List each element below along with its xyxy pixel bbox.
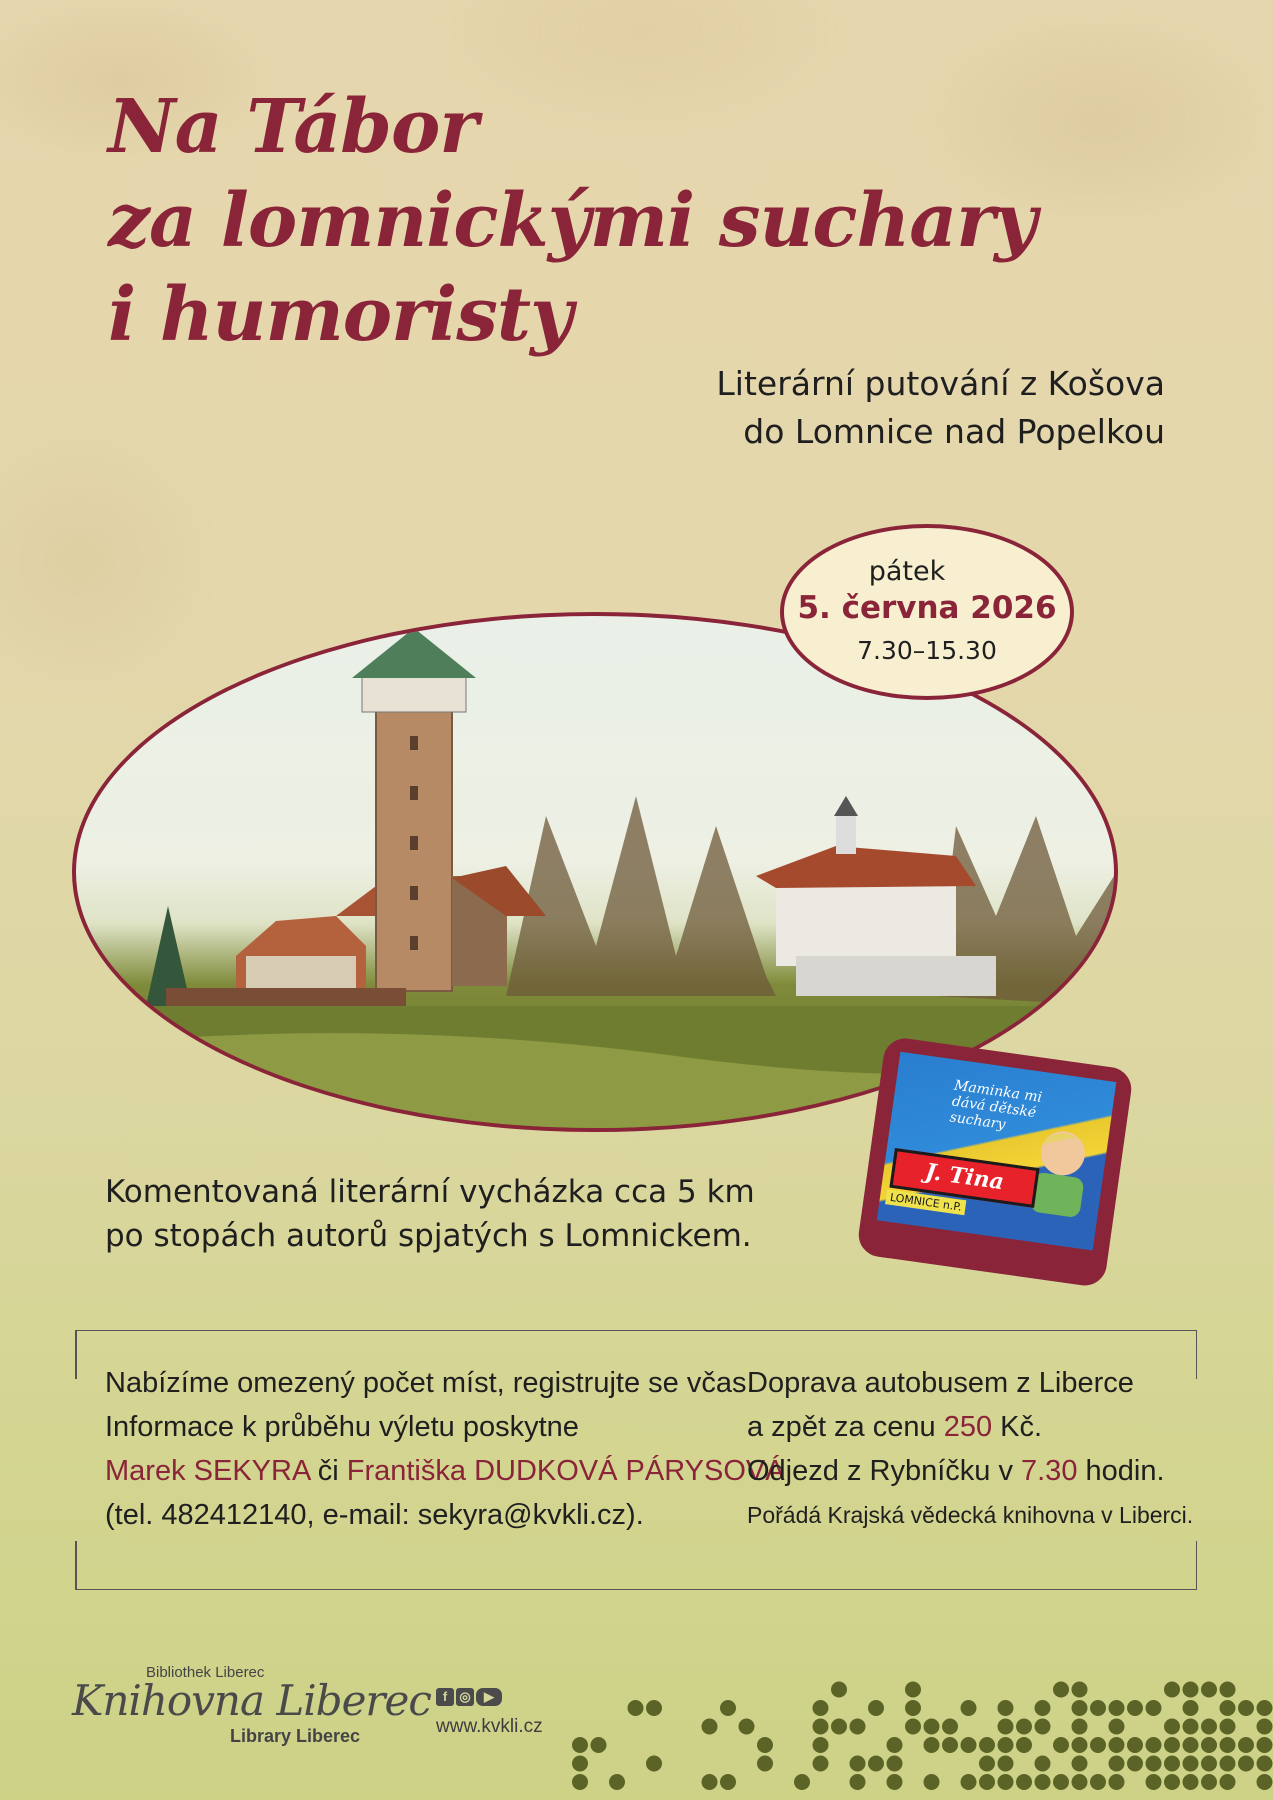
- decor-dot: [1072, 1737, 1088, 1753]
- decor-dot: [1201, 1774, 1217, 1790]
- decor-dot: [1257, 1756, 1273, 1772]
- decor-dot: [850, 1756, 866, 1772]
- decor-dot: [979, 1756, 995, 1772]
- decor-dot: [1183, 1774, 1199, 1790]
- decor-dot: [1109, 1700, 1125, 1716]
- decor-dot: [979, 1737, 995, 1753]
- decor-dot: [1127, 1700, 1143, 1716]
- frame-left-bottom: [75, 1541, 77, 1589]
- description-line-1: Komentovaná literární vycházka cca 5 km: [105, 1174, 755, 1210]
- decor-dot: [1109, 1719, 1125, 1735]
- departure-line: [747, 1449, 1193, 1493]
- registration-info: [105, 1361, 785, 1537]
- decor-dot: [1257, 1774, 1273, 1790]
- decor-dot: [1016, 1774, 1032, 1790]
- decor-dot: [1090, 1737, 1106, 1753]
- decor-dot: [979, 1774, 995, 1790]
- decor-dot: [1257, 1700, 1273, 1716]
- decor-dot: [961, 1737, 977, 1753]
- decor-dot: [905, 1682, 921, 1698]
- price-suffix: Kč.: [992, 1411, 1043, 1443]
- decor-dot: [1146, 1774, 1162, 1790]
- decor-dot: [572, 1737, 588, 1753]
- decor-dot: [1183, 1682, 1199, 1698]
- decor-dot: [739, 1719, 755, 1735]
- decor-dot: [1220, 1774, 1236, 1790]
- decor-dot: [1238, 1700, 1254, 1716]
- decor-dot: [850, 1774, 866, 1790]
- decor-dot: [720, 1774, 736, 1790]
- decor-dot: [924, 1737, 940, 1753]
- decor-dot: [1201, 1756, 1217, 1772]
- decor-dot: [1257, 1737, 1273, 1753]
- decor-dot: [1220, 1700, 1236, 1716]
- decor-dot: [813, 1700, 829, 1716]
- price-prefix: a zpět za cenu: [747, 1411, 944, 1443]
- decor-dot: [1220, 1682, 1236, 1698]
- facebook-icon[interactable]: f: [436, 1688, 454, 1706]
- decor-dot: [1164, 1774, 1180, 1790]
- decor-dot: [1201, 1682, 1217, 1698]
- decor-dot: [887, 1737, 903, 1753]
- decor-dot: [831, 1719, 847, 1735]
- decor-dot: [646, 1700, 662, 1716]
- frame-left-top: [75, 1331, 77, 1379]
- decor-dot: [1072, 1700, 1088, 1716]
- decor-dot: [1072, 1774, 1088, 1790]
- decor-dot: [998, 1719, 1014, 1735]
- contact-connector: či: [309, 1455, 347, 1487]
- decor-dot: [1072, 1719, 1088, 1735]
- vintage-rusk-advert: [856, 1036, 1134, 1289]
- subtitle-line-1: Literární putování z Košova: [716, 364, 1165, 403]
- decor-dot: [942, 1719, 958, 1735]
- decor-dot: [998, 1756, 1014, 1772]
- decor-dot: [572, 1756, 588, 1772]
- decor-dot: [924, 1774, 940, 1790]
- decor-dot: [1164, 1719, 1180, 1735]
- youtube-icon[interactable]: ▶: [476, 1688, 502, 1706]
- decor-dot: [702, 1774, 718, 1790]
- decor-dot: [1072, 1682, 1088, 1698]
- poster-subtitle: [716, 360, 1165, 456]
- decor-dot: [1146, 1737, 1162, 1753]
- decorative-dot-pattern: [570, 1640, 1273, 1800]
- decor-dot: [868, 1756, 884, 1772]
- logo-main-text: Knihovna Liberec: [72, 1676, 431, 1725]
- contact-2: Františka DUDKOVÁ PÁRYSOVÁ: [346, 1455, 785, 1487]
- advert-slogan: Maminka mi dává dětské suchary: [948, 1077, 1043, 1133]
- decor-dot: [1035, 1774, 1051, 1790]
- event-date-badge: [780, 524, 1074, 700]
- decor-dot: [1090, 1700, 1106, 1716]
- frame-right-bottom: [1196, 1541, 1198, 1589]
- decor-dot: [1183, 1700, 1199, 1716]
- decor-dot: [702, 1719, 718, 1735]
- title-line-2: za lomnickými suchary: [108, 178, 1037, 264]
- decor-dot: [1053, 1774, 1069, 1790]
- decor-dot: [868, 1700, 884, 1716]
- decor-dot: [1035, 1700, 1051, 1716]
- decor-dot: [1220, 1719, 1236, 1735]
- decor-dot: [813, 1737, 829, 1753]
- decor-dot: [1146, 1756, 1162, 1772]
- decor-dot: [1109, 1737, 1125, 1753]
- decor-dot: [1238, 1756, 1254, 1772]
- registration-line-2: Informace k průběhu výletu poskytne: [105, 1411, 579, 1443]
- logo-bottom-text: Library Liberec: [230, 1726, 361, 1746]
- decor-dot: [924, 1719, 940, 1735]
- library-logo: [72, 1664, 431, 1764]
- decor-dot: [720, 1700, 736, 1716]
- decor-dot: [1164, 1756, 1180, 1772]
- decor-dot: [1183, 1737, 1199, 1753]
- event-time: 7.30–15.30: [857, 636, 997, 665]
- organizer: Pořádá Krajská vědecká knihovna v Liberci.: [747, 1502, 1194, 1528]
- decor-dot: [998, 1700, 1014, 1716]
- decor-dot: [1072, 1756, 1088, 1772]
- frame-right-top: [1196, 1331, 1198, 1379]
- decor-dot: [1053, 1737, 1069, 1753]
- decor-dot: [961, 1774, 977, 1790]
- decor-dot: [591, 1737, 607, 1753]
- decor-dot: [628, 1700, 644, 1716]
- decor-dot: [1035, 1719, 1051, 1735]
- contact-names: [105, 1449, 785, 1493]
- decor-dot: [1127, 1737, 1143, 1753]
- advert-brand: J. Tina: [889, 1148, 1039, 1208]
- transport-price-line: [747, 1405, 1193, 1449]
- description-line-2: po stopách autorů spjatých s Lomnickem.: [105, 1218, 752, 1254]
- decor-dot: [905, 1700, 921, 1716]
- poster-title: [108, 80, 1036, 362]
- decor-dot: [1183, 1756, 1199, 1772]
- decor-dot: [887, 1774, 903, 1790]
- decor-dot: [850, 1719, 866, 1735]
- decor-dot: [1146, 1700, 1162, 1716]
- instagram-icon[interactable]: ◎: [456, 1688, 474, 1706]
- decor-dot: [794, 1774, 810, 1790]
- decor-dot: [1127, 1756, 1143, 1772]
- subtitle-line-2: do Lomnice nad Popelkou: [743, 412, 1165, 451]
- title-line-1: Na Tábor: [108, 84, 478, 170]
- decor-dot: [1109, 1774, 1125, 1790]
- decor-dot: [1035, 1756, 1051, 1772]
- departure-time: 7.30: [1021, 1455, 1078, 1487]
- decor-dot: [998, 1737, 1014, 1753]
- decor-dot: [1016, 1737, 1032, 1753]
- decor-dot: [813, 1756, 829, 1772]
- decor-dot: [1220, 1737, 1236, 1753]
- decor-dot: [1183, 1719, 1199, 1735]
- decor-dot: [813, 1719, 829, 1735]
- event-day: pátek: [868, 556, 946, 587]
- decor-dot: [1238, 1737, 1254, 1753]
- website-link[interactable]: www.kvkli.cz: [436, 1716, 543, 1737]
- decor-dot: [998, 1774, 1014, 1790]
- decor-dot: [1201, 1719, 1217, 1735]
- advert-artwork: [877, 1052, 1117, 1251]
- transport-line-1: Doprava autobusem z Liberce: [747, 1367, 1134, 1399]
- advert-place: LOMNICE n.P.: [885, 1189, 967, 1215]
- contact-details: (tel. 482412140, e-mail: sekyra@kvkli.cz).: [105, 1499, 644, 1531]
- info-box: [75, 1330, 1197, 1590]
- event-date: 5. června 2026: [797, 590, 1057, 626]
- decor-dot: [942, 1737, 958, 1753]
- decor-dot: [1053, 1682, 1069, 1698]
- decor-dot: [1090, 1774, 1106, 1790]
- decor-dot: [1016, 1719, 1032, 1735]
- decor-dot: [1109, 1756, 1125, 1772]
- decor-dot: [1164, 1737, 1180, 1753]
- departure-suffix: hodin.: [1077, 1455, 1165, 1487]
- decor-dot: [572, 1774, 588, 1790]
- transport-info: [747, 1361, 1193, 1537]
- departure-prefix: Odjezd z Rybníčku v: [747, 1455, 1021, 1487]
- decor-dot: [831, 1682, 847, 1698]
- decor-dot: [1201, 1737, 1217, 1753]
- decor-dot: [1164, 1682, 1180, 1698]
- registration-line-1: Nabízíme omezený počet míst, registrujte se včas.: [105, 1367, 755, 1399]
- title-line-3: i humoristy: [108, 272, 573, 358]
- contact-1: Marek SEKYRA: [105, 1455, 310, 1487]
- decor-dot: [646, 1756, 662, 1772]
- logo-top-text: Bibliothek Liberec: [146, 1664, 265, 1681]
- decor-dot: [757, 1756, 773, 1772]
- decor-dot: [609, 1774, 625, 1790]
- walk-description: [105, 1170, 755, 1258]
- decor-dot: [905, 1719, 921, 1735]
- decor-dot: [757, 1737, 773, 1753]
- decor-dot: [1257, 1719, 1273, 1735]
- social-links: [436, 1688, 502, 1706]
- decor-dot: [1220, 1756, 1236, 1772]
- price-value: 250: [943, 1411, 993, 1443]
- decor-dot: [887, 1756, 903, 1772]
- decor-dot: [961, 1700, 977, 1716]
